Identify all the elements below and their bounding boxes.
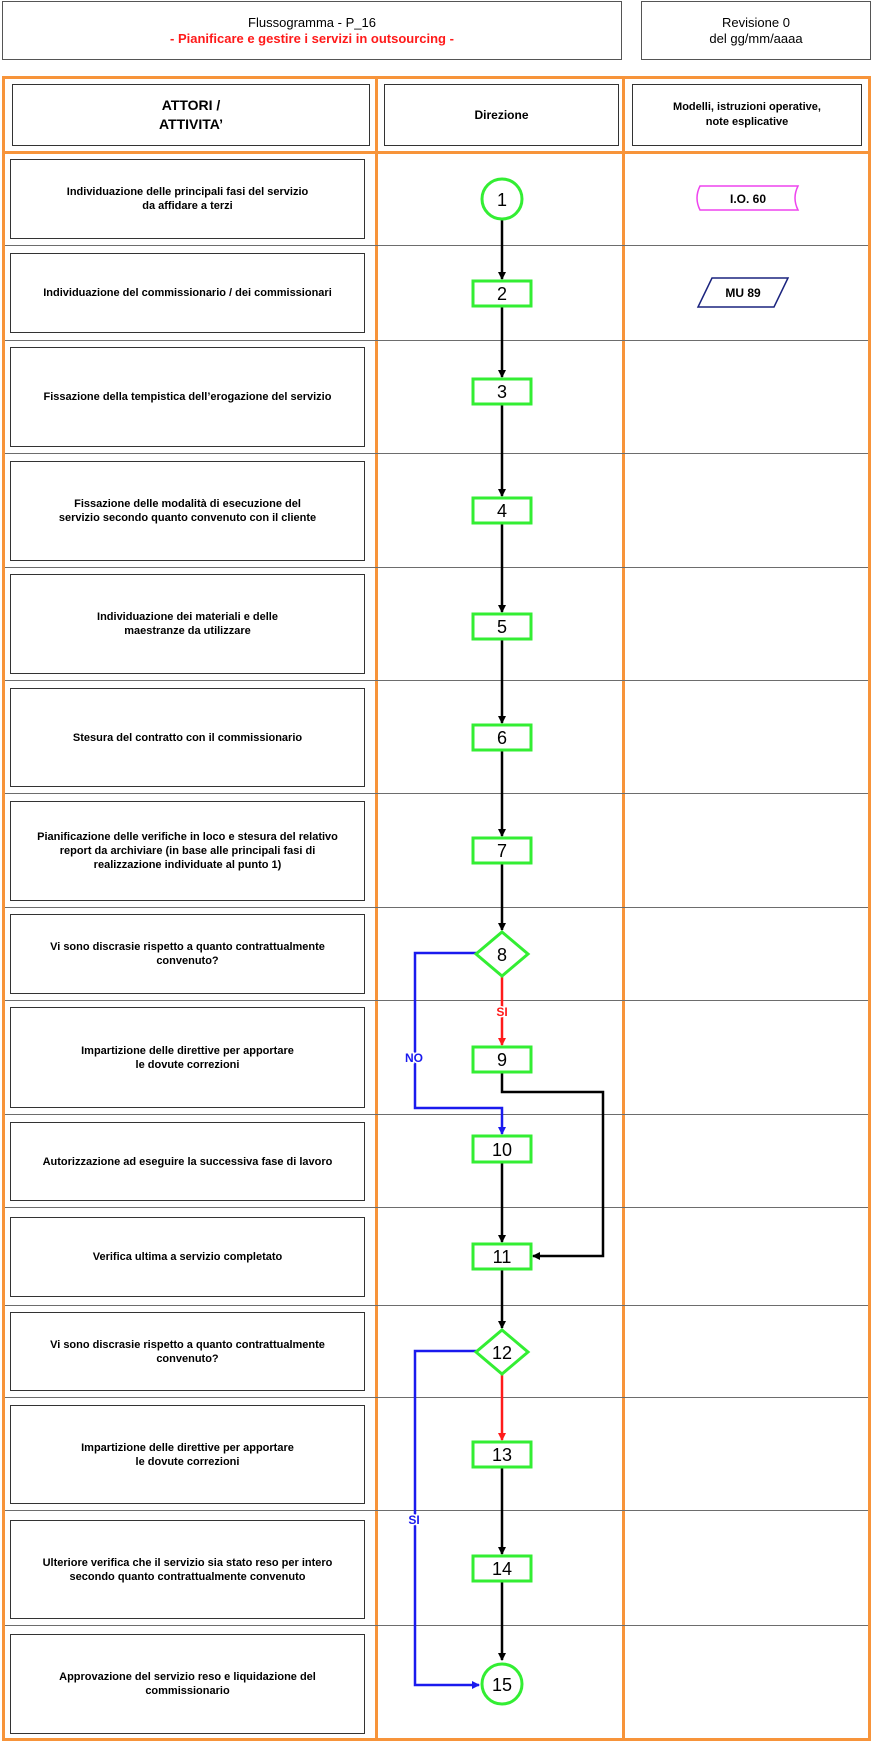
edge-8-10-no [415, 953, 502, 1134]
node-8-label: 8 [496, 945, 508, 965]
node-3-label: 3 [496, 382, 508, 402]
node-5-label: 5 [496, 617, 508, 637]
activity-6-line-1: Stesura del contratto con il commissionario [72, 731, 303, 744]
activity-12-line-2: convenuto? [156, 1352, 219, 1365]
no-label-8: NO [405, 1051, 423, 1065]
activity-15-line-1: Approvazione del servizio reso e liquidazione del [59, 1671, 316, 1683]
activity-1-line-1: Individuazione delle principali fasi del servizio [66, 186, 309, 198]
activity-7-line-2: report da archiviare (in base alle principali fasi di [59, 845, 316, 857]
node-7-label: 7 [496, 841, 508, 861]
node-7 [473, 838, 531, 863]
document-mu-89 [698, 278, 788, 307]
no-label-12: SI [408, 1513, 420, 1527]
node-11 [473, 1244, 531, 1269]
activity-11-line-1: Verifica ultima a servizio completato [92, 1251, 283, 1263]
activity-7-line-1: Pianificazione delle verifiche in loco e stesura del relativo [37, 831, 338, 843]
activity-10-line-1: Autorizzazione ad eseguire la successiva fase di lavoro [42, 1155, 333, 1168]
activity-5-line-2: maestranze da utilizzare [124, 625, 251, 637]
activity-9-line-1: Impartizione delle direttive per apportare [81, 1044, 294, 1057]
activity-3-line-1: Fissazione della tempistica dell’erogazione del servizio [43, 391, 332, 403]
node-12 [476, 1330, 528, 1374]
edge-12-15-no [415, 1351, 479, 1685]
activity-9-line-2: le dovute correzioni [135, 1058, 240, 1071]
activity-7-line-3: realizzazione individuate al punto 1) [93, 859, 282, 871]
models-header-line-2: note esplicative [705, 116, 789, 128]
activity-4-line-1: Fissazione delle modalità di esecuzione del [74, 498, 301, 510]
activity-14-line-1: Ulteriore verifica che il servizio sia stato reso per intero [42, 1556, 333, 1569]
yes-label-8: SI [496, 1005, 508, 1019]
node-6 [473, 725, 531, 750]
activity-1-line-2: da affidare a terzi [142, 200, 233, 212]
node-2-label: 2 [496, 284, 508, 304]
node-13-label: 13 [491, 1445, 513, 1465]
node-9 [473, 1047, 531, 1072]
revision-date: del gg/mm/aaaa [709, 30, 803, 46]
activity-15-line-2: commissionario [145, 1685, 230, 1697]
node-6-label: 6 [496, 728, 508, 748]
edge-9-11 [502, 1073, 603, 1256]
node-15-label: 15 [491, 1675, 513, 1695]
diagram-title: Flussogramma - P_16 [248, 14, 376, 30]
node-3 [473, 379, 531, 404]
activity-13-line-1: Impartizione delle direttive per apportare [81, 1441, 294, 1454]
node-5 [473, 614, 531, 639]
node-11-label: 11 [492, 1247, 512, 1267]
diagram-subtitle: - Pianificare e gestire i servizi in outsourcing - [170, 30, 454, 46]
revision-label: Revisione 0 [722, 14, 790, 30]
activity-4-line-2: servizio secondo quanto convenuto con il cliente [58, 512, 317, 524]
node-12-label: 12 [491, 1343, 513, 1363]
node-4 [473, 498, 531, 523]
document-io-60 [697, 186, 798, 210]
node-2 [473, 281, 531, 306]
document-mu-89-label: MU 89 [725, 286, 761, 300]
activity-12-line-1: Vi sono discrasie rispetto a quanto contrattualmente [50, 1338, 325, 1351]
node-14 [473, 1556, 531, 1581]
node-1 [482, 179, 522, 219]
node-14-label: 14 [491, 1559, 513, 1579]
node-8 [476, 932, 528, 976]
node-13 [473, 1442, 531, 1467]
actors-header-line-1: ATTORI / [161, 97, 221, 113]
activity-5-line-1: Individuazione dei materiali e delle [97, 611, 278, 623]
node-10 [473, 1136, 531, 1162]
node-1-label: 1 [496, 190, 508, 210]
document-io-60-label: I.O. 60 [729, 192, 767, 206]
node-10-label: 10 [491, 1140, 513, 1160]
node-4-label: 4 [496, 501, 508, 521]
activity-8-line-2: convenuto? [156, 955, 219, 967]
activity-8-line-1: Vi sono discrasie rispetto a quanto contrattualmente [50, 941, 325, 953]
activity-13-line-2: le dovute correzioni [135, 1455, 240, 1468]
activity-2-line-1: Individuazione del commissionario / dei commissionari [43, 287, 332, 299]
models-header-line-1: Modelli, istruzioni operative, [673, 101, 821, 113]
activity-14-line-2: secondo quanto contrattualmente convenuto [69, 1570, 306, 1583]
actors-header-line-2: ATTIVITA’ [158, 116, 224, 132]
direction-header-label: Direzione [474, 108, 529, 122]
node-15 [482, 1664, 522, 1704]
node-9-label: 9 [496, 1050, 508, 1070]
